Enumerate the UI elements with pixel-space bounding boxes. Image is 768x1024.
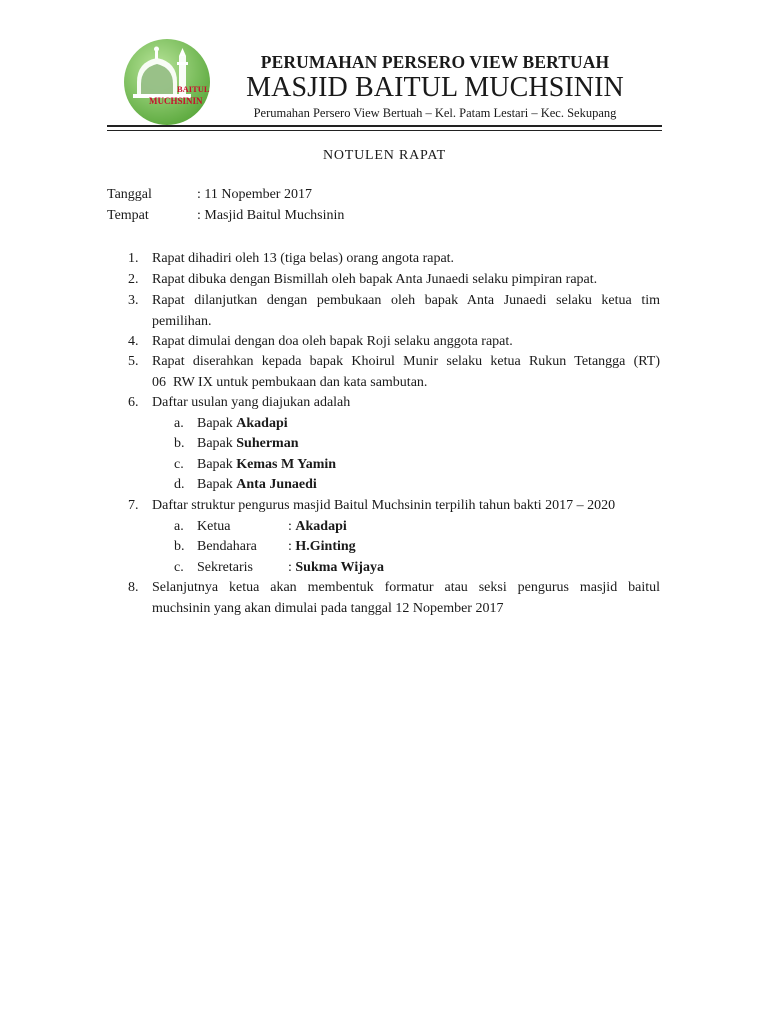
letterhead-address: Perumahan Persero View Bertuah – Kel. Patam Lestari – Kec. Sekupang: [253, 106, 617, 120]
structure-name: H.Ginting: [295, 539, 356, 554]
structure-colon: :: [288, 539, 296, 554]
structure-letter: c.: [174, 560, 184, 575]
candidate-prefix: Bapak: [197, 416, 237, 431]
structure-role: Ketua: [197, 519, 231, 534]
meta-place-value: : Masjid Baitul Muchsinin: [197, 208, 345, 223]
candidate-prefix: Bapak: [197, 457, 237, 472]
structure-name: Akadapi: [295, 519, 347, 534]
structure-colon: :: [288, 519, 296, 534]
meta-place-label: Tempat: [107, 208, 149, 223]
list-item-text: Daftar struktur pengurus masjid Baitul Muchsinin terpilih tahun bakti 2017 – 2020: [152, 498, 616, 513]
list-item-number: 4.: [128, 334, 139, 349]
list-item-text-line1: Rapat diserahkan kepada bapak Khoirul Munir selaku ketua Rukun Tetangga (RT): [152, 354, 660, 369]
list-item-number: 2.: [128, 272, 139, 287]
candidate-letter: a.: [174, 416, 184, 431]
list-item-number: 8.: [128, 580, 139, 595]
candidate-name: Akadapi: [236, 416, 288, 431]
list-item-number: 7.: [128, 498, 139, 513]
list-item-number: 1.: [128, 251, 139, 266]
candidate-prefix: Bapak: [197, 436, 237, 451]
list-item-number: 5.: [128, 354, 139, 369]
list-item-text-line1: Selanjutnya ketua akan membentuk formatur atau seksi pengurus masjid baitul: [152, 580, 660, 595]
structure-letter: a.: [174, 519, 184, 534]
list-item-text-line2: 06 RW IX untuk pembukaan dan kata sambutan.: [152, 375, 428, 390]
structure-role: Bendahara: [197, 539, 257, 554]
logo-text-top: BAITUL: [177, 84, 210, 94]
list-item-text: Rapat dihadiri oleh 13 (tiga belas) orang angota rapat.: [152, 251, 455, 266]
candidate-name: Kemas M Yamin: [236, 457, 337, 472]
candidate-letter: c.: [174, 457, 184, 472]
meta-date-label: Tanggal: [107, 187, 152, 202]
letterhead-divider-thin: [107, 130, 662, 131]
list-item-number: 3.: [128, 293, 139, 308]
mosque-logo: [123, 38, 211, 126]
meta-date-value: : 11 Nopember 2017: [197, 187, 312, 202]
candidate-prefix: Bapak: [197, 477, 237, 492]
letterhead-divider-thick: [107, 125, 662, 127]
structure-colon: :: [288, 560, 296, 575]
letterhead-org-name: PERUMAHAN PERSERO VIEW BERTUAH: [260, 52, 610, 72]
candidate-letter: b.: [174, 436, 185, 451]
structure-role: Sekretaris: [197, 560, 253, 575]
list-item-text-line2: muchsinin yang akan dimulai pada tanggal 12 Nopember 2017: [152, 601, 504, 616]
candidate-letter: d.: [174, 477, 185, 492]
document-title: NOTULEN RAPAT: [322, 148, 447, 163]
structure-letter: b.: [174, 539, 185, 554]
candidate-name: Suherman: [236, 436, 299, 451]
list-item-number: 6.: [128, 395, 139, 410]
logo-text-bottom: MUCHSININ: [149, 96, 203, 106]
list-item-text: Rapat dibuka dengan Bismillah oleh bapak Anta Junaedi selaku pimpiran rapat.: [152, 272, 598, 287]
list-item-text-line1: Rapat dilanjutkan dengan pembukaan oleh bapak Anta Junaedi selaku ketua tim: [152, 293, 660, 308]
list-item-text-line2: pemilihan.: [152, 314, 212, 329]
candidate-name: Anta Junaedi: [236, 477, 317, 492]
list-item-text: Rapat dimulai dengan doa oleh bapak Roji selaku anggota rapat.: [152, 334, 513, 349]
letterhead-mosque-name: MASJID BAITUL MUCHSININ: [246, 72, 624, 103]
structure-name: Sukma Wijaya: [295, 560, 384, 575]
list-item-text: Daftar usulan yang diajukan adalah: [152, 395, 351, 410]
